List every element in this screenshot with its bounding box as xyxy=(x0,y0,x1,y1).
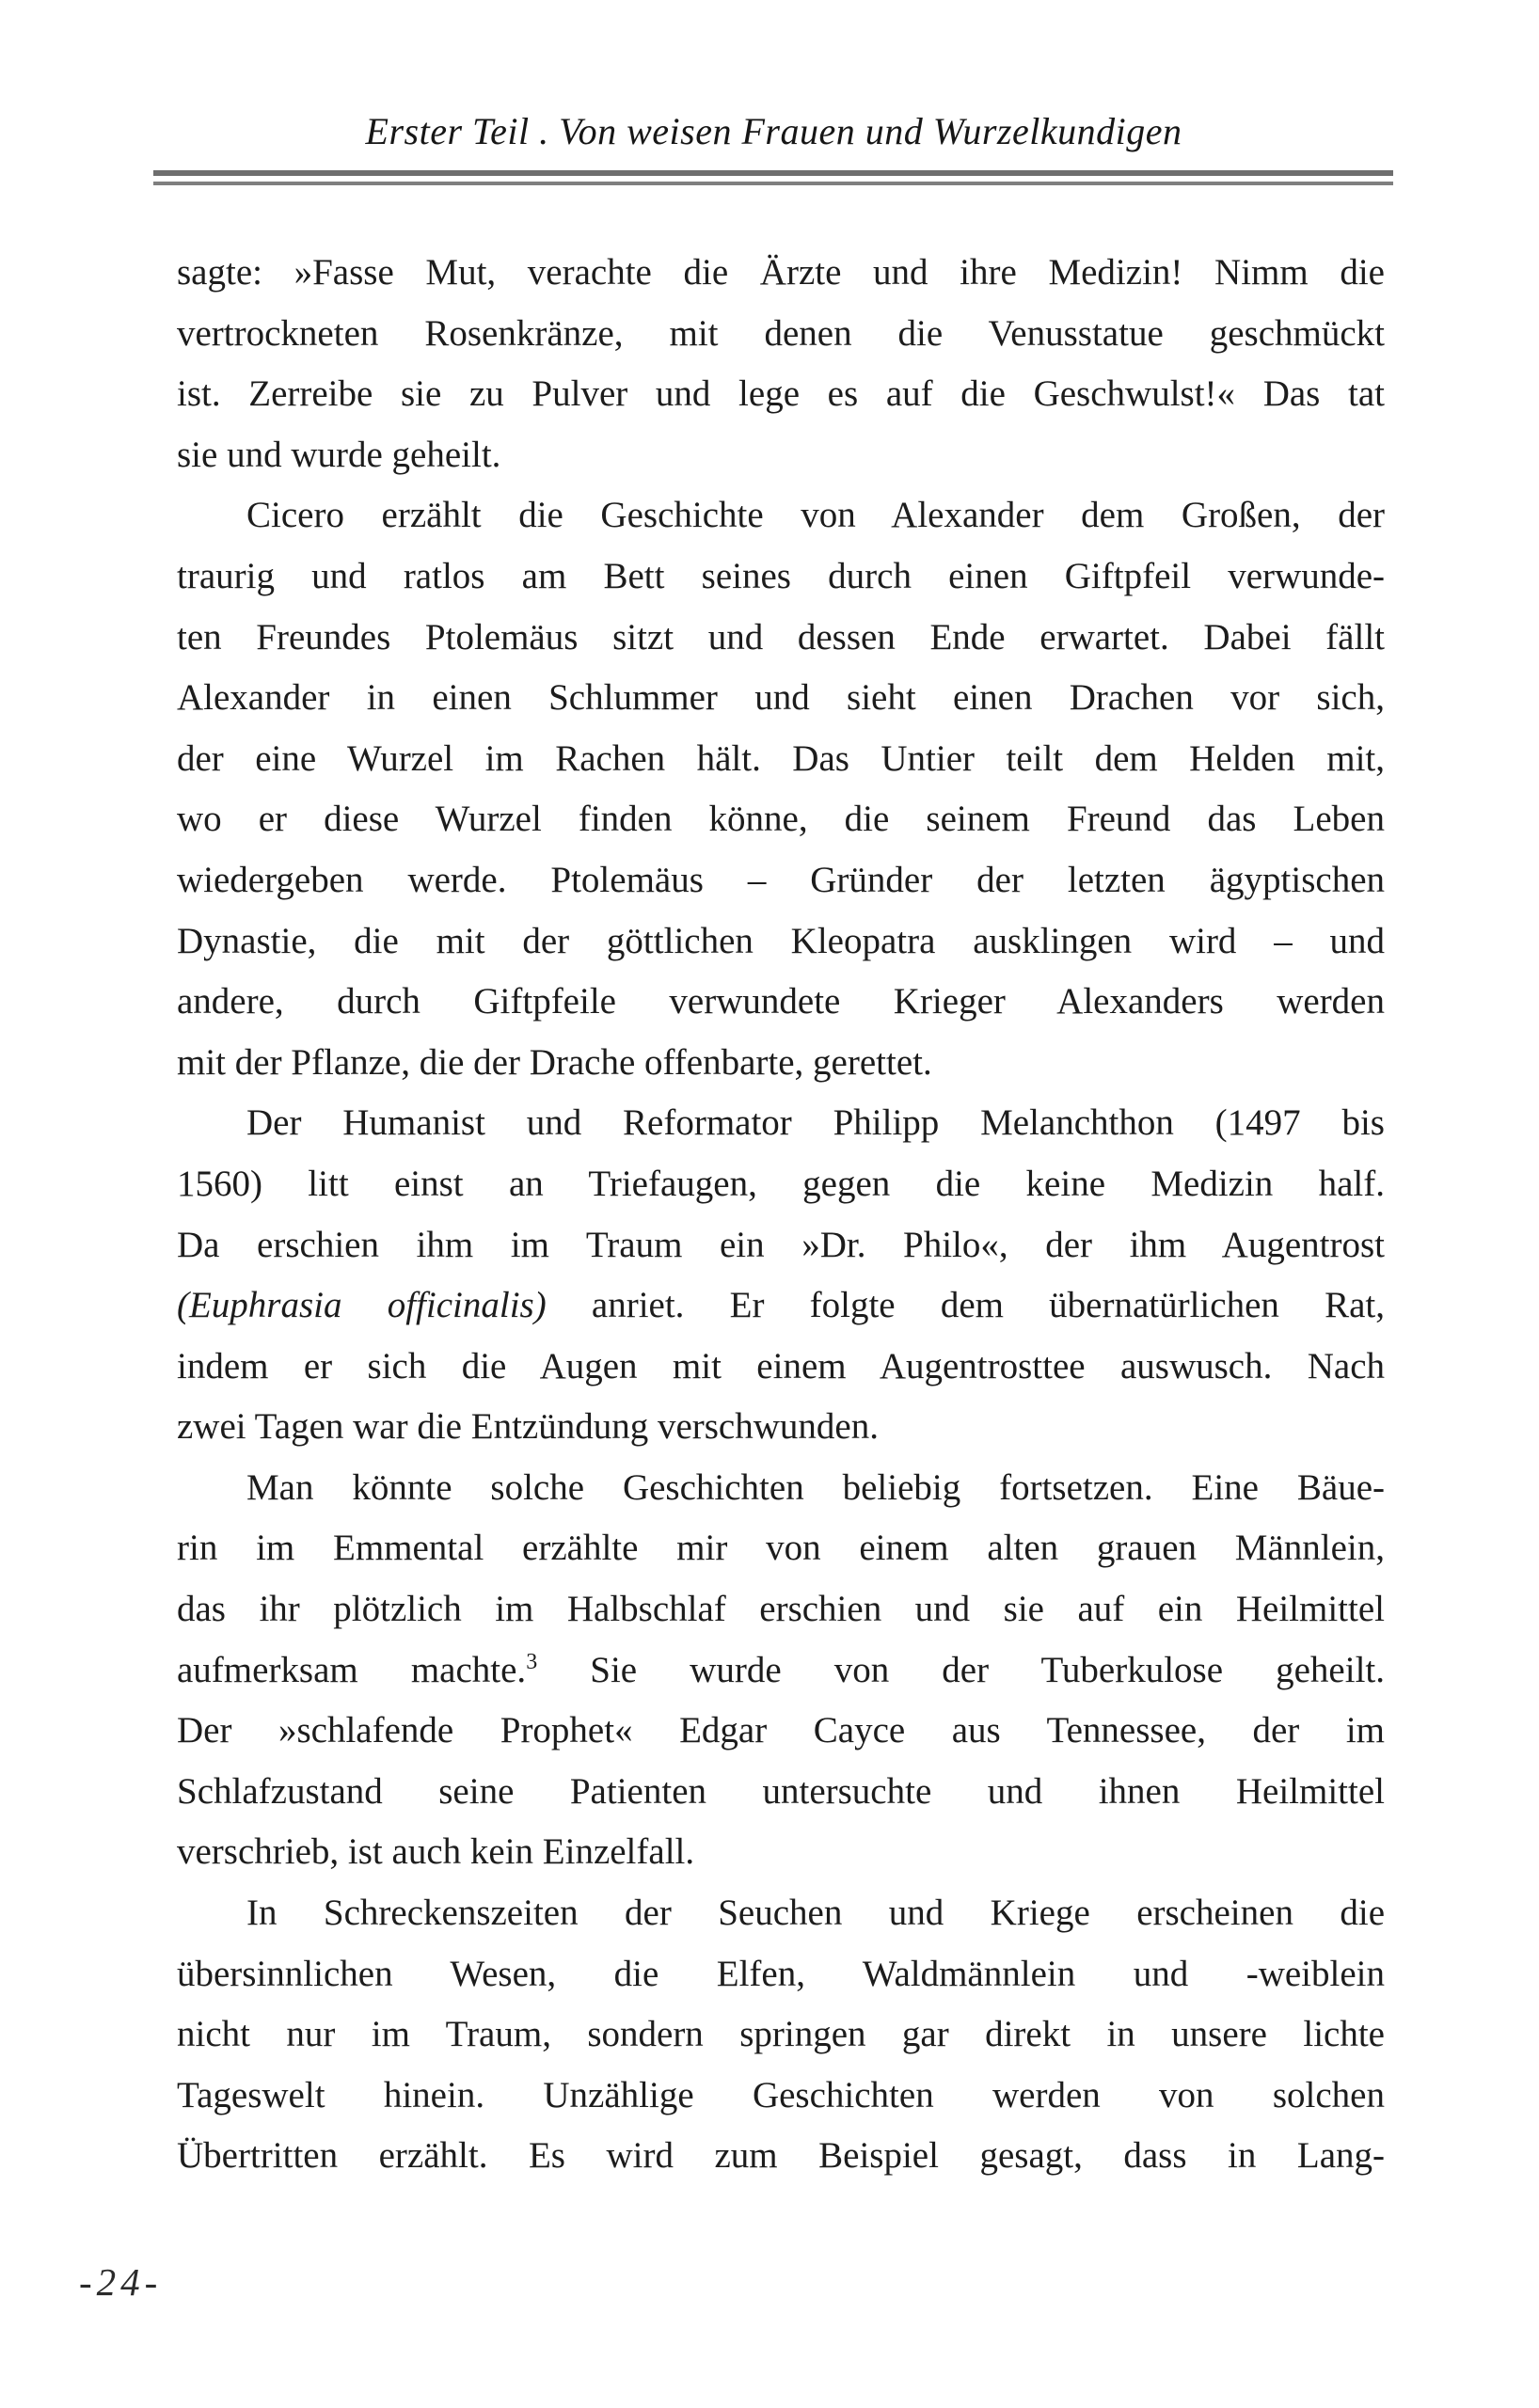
text-segment: sie und wurde geheilt. xyxy=(177,434,501,475)
body-text xyxy=(177,243,1385,2187)
text-segment: sagte: »Fasse Mut, verachte die Ärzte und ihre Medizin! Nimm die xyxy=(177,252,1385,293)
text-line xyxy=(177,1154,1385,1215)
text-line xyxy=(177,1215,1385,1276)
text-line xyxy=(177,1762,1385,1823)
text-segment: rin im Emmental erzählte mir von einem alten grauen Männlein, xyxy=(177,1528,1385,1569)
text-line xyxy=(177,1640,1385,1702)
text-segment: Man könnte solche Geschichten beliebig fortsetzen. Eine Bäue- xyxy=(246,1466,1385,1508)
text-line xyxy=(177,485,1385,547)
text-segment: ist. Zerreibe sie zu Pulver und lege es auf die Geschwulst!« Das tat xyxy=(177,373,1385,415)
text-line xyxy=(177,425,1385,486)
text-line xyxy=(177,850,1385,911)
text-line xyxy=(177,1397,1385,1458)
text-line xyxy=(177,911,1385,973)
text-segment: indem er sich die Augen mit einem Augentrosttee auswusch. Nach xyxy=(177,1345,1385,1386)
text-segment: verschrieb, ist auch kein Einzelfall. xyxy=(177,1831,695,1873)
text-line xyxy=(177,1822,1385,1883)
text-line xyxy=(177,1883,1385,1944)
page-number: -24- xyxy=(79,2260,163,2304)
text-line xyxy=(177,1579,1385,1640)
text-line xyxy=(177,668,1385,729)
text-segment: andere, durch Giftpfeile verwundete Krieger Alexanders werden xyxy=(177,981,1385,1022)
text-segment: vertrockneten Rosenkränze, mit denen die Venusstatue geschmückt xyxy=(177,312,1385,354)
text-line xyxy=(177,1275,1385,1337)
running-header: Erster Teil . Von weisen Frauen und Wurzelkundigen xyxy=(365,110,1182,152)
text-segment: das ihr plötzlich im Halbschlaf erschien und sie auf ein Heilmittel xyxy=(177,1589,1385,1630)
text-line xyxy=(177,608,1385,669)
text-segment: (Euphrasia officinalis) xyxy=(177,1285,547,1326)
text-segment: Sie wurde von der Tuberkulose geheilt. xyxy=(537,1649,1385,1690)
text-segment: zwei Tagen war die Entzündung verschwunden. xyxy=(177,1406,879,1448)
text-segment: Der »schlafende Prophet« Edgar Cayce aus Tennessee, der im xyxy=(177,1710,1385,1751)
text-segment: Schlafzustand seine Patienten untersuchte und ihnen Heilmittel xyxy=(177,1770,1385,1812)
text-segment: Der Humanist und Reformator Philipp Melanchthon (1497 bis xyxy=(246,1102,1385,1144)
text-line xyxy=(177,1518,1385,1579)
text-line xyxy=(177,789,1385,850)
text-line xyxy=(177,304,1385,365)
text-line xyxy=(177,243,1385,304)
text-line xyxy=(177,1701,1385,1762)
text-segment: mit der Pflanze, die der Drache offenbarte, gerettet. xyxy=(177,1041,932,1083)
text-segment: Alexander in einen Schlummer und sieht einen Drachen vor sich, xyxy=(177,677,1385,719)
text-line xyxy=(177,1337,1385,1398)
text-segment: 1560) litt einst an Triefaugen, gegen die keine Medizin half. xyxy=(177,1163,1385,1204)
text-line xyxy=(177,1458,1385,1519)
text-segment: Tageswelt hinein. Unzählige Geschichten werden von solchen xyxy=(177,2074,1385,2115)
text-segment: Da erschien ihm im Traum ein »Dr. Philo«, der ihm Augentrost xyxy=(177,1224,1385,1265)
text-segment: Übertritten erzählt. Es wird zum Beispiel gesagt, dass in Lang- xyxy=(177,2135,1385,2177)
text-segment: wiedergeben werde. Ptolemäus – Gründer der letzten ägyptischen xyxy=(177,859,1385,900)
text-line xyxy=(177,364,1385,425)
header-rule xyxy=(153,170,1393,185)
text-segment: ten Freundes Ptolemäus sitzt und dessen Ende erwartet. Dabei fällt xyxy=(177,616,1385,657)
text-segment: wo er diese Wurzel finden könne, die seinem Freund das Leben xyxy=(177,799,1385,840)
footnote-marker: 3 xyxy=(526,1649,538,1674)
text-line xyxy=(177,2126,1385,2187)
text-segment: übersinnlichen Wesen, die Elfen, Waldmännlein und -weiblein xyxy=(177,1953,1385,1994)
text-line xyxy=(177,2066,1385,2127)
text-segment: aufmerksam machte. xyxy=(177,1649,527,1690)
text-line xyxy=(177,547,1385,608)
text-segment: In Schreckenszeiten der Seuchen und Kriege erscheinen die xyxy=(246,1893,1385,1934)
text-segment: anriet. Er folgte dem übernatürlichen Rat, xyxy=(546,1285,1385,1326)
text-segment: der eine Wurzel im Rachen hält. Das Untier teilt dem Helden mit, xyxy=(177,737,1385,779)
text-segment: traurig und ratlos am Bett seines durch einen Giftpfeil verwunde- xyxy=(177,555,1385,596)
text-line xyxy=(177,1093,1385,1154)
text-line xyxy=(177,972,1385,1033)
text-segment: nicht nur im Traum, sondern springen gar direkt in unsere lichte xyxy=(177,2014,1385,2055)
text-line xyxy=(177,1033,1385,1094)
text-line xyxy=(177,729,1385,790)
text-segment: Cicero erzählt die Geschichte von Alexander dem Großen, der xyxy=(246,495,1385,536)
text-line xyxy=(177,1944,1385,2005)
text-line xyxy=(177,2004,1385,2066)
text-segment: Dynastie, die mit der göttlichen Kleopatra ausklingen wird – und xyxy=(177,920,1385,961)
